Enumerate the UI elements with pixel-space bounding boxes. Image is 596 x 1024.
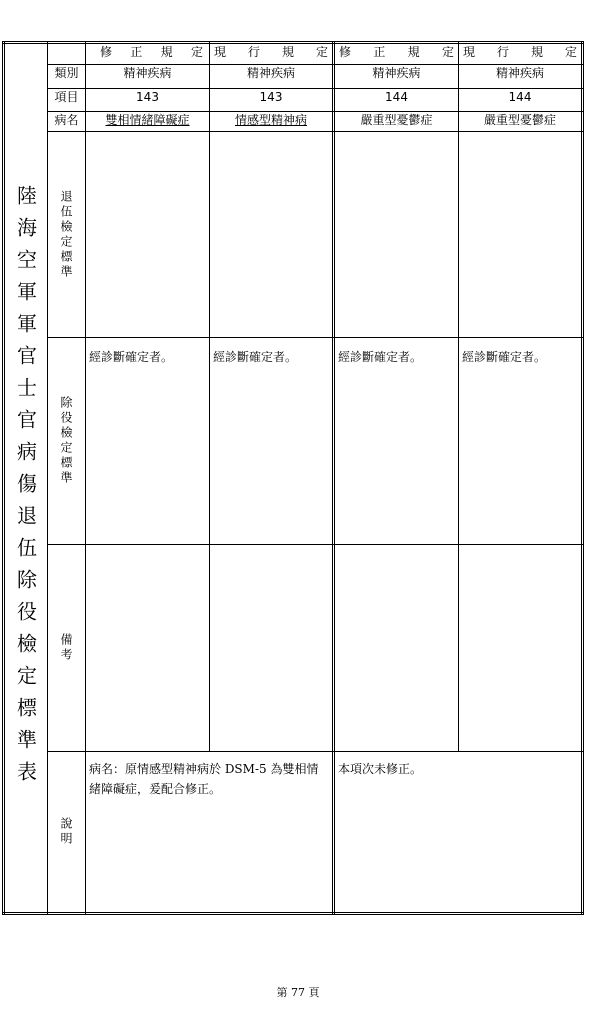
item-number-cell: 143: [259, 90, 283, 104]
column-header-current-1: 現 行 規 定: [214, 45, 328, 59]
disease-name-cell: 情感型精神病: [234, 113, 307, 127]
item-number-cell: 144: [508, 90, 532, 104]
retire-standard-cell: [86, 132, 209, 337]
row-label-remarks: 備考: [59, 633, 73, 663]
discharge-standard-cell: 經診斷確定者。: [338, 350, 423, 364]
row-label-discharge-standard: 除役檢定標準: [59, 396, 73, 486]
remarks-cell: [86, 545, 209, 751]
category-cell: 精神疾病: [246, 66, 295, 80]
page-number: 第 77 頁: [276, 986, 320, 999]
row-label-disease-name: 病名: [54, 113, 79, 127]
column-header-current-2: 現 行 規 定: [463, 45, 577, 59]
row-label-retire-standard: 退伍檢定標準: [59, 189, 73, 280]
table-title: [5, 66, 47, 912]
discharge-standard-cell: 經診斷確定者。: [462, 350, 547, 364]
row-label-item: 項目: [54, 90, 79, 104]
explanation-cell-group-1: 病名：原情感型精神病於 DSM-5 為雙相情緒障礙症，爰配合修正。: [89, 762, 319, 796]
retire-standard-cell: [335, 132, 458, 337]
retire-standard-cell: [210, 132, 332, 337]
discharge-standard-cell: 經診斷確定者。: [89, 350, 174, 364]
retire-standard-cell: [459, 132, 581, 337]
table-title-text: 陸海空軍軍官士官病傷退伍除役檢定標準表: [13, 185, 38, 793]
disease-name-cell: 嚴重型憂鬱症: [483, 113, 556, 127]
category-cell: 精神疾病: [495, 66, 544, 80]
disease-name-cell: 嚴重型憂鬱症: [360, 113, 433, 127]
explanation-cell-group-2: 本項次未修正。: [338, 762, 423, 776]
row-label-explanation: 說明: [59, 817, 73, 847]
disease-name-cell: 雙相情緒障礙症: [105, 113, 190, 127]
column-header-amended-2: 修 正 規 定: [339, 45, 454, 59]
remarks-cell: [335, 545, 458, 751]
item-number-cell: 143: [136, 90, 159, 104]
remarks-cell: [459, 545, 581, 751]
remarks-cell: [210, 545, 332, 751]
row-label-category: 類別: [54, 66, 79, 80]
discharge-standard-cell: 經診斷確定者。: [213, 350, 298, 364]
category-cell: 精神疾病: [123, 66, 172, 80]
item-number-cell: 144: [385, 90, 408, 104]
column-header-amended-1: 修 正 規 定: [100, 45, 203, 59]
category-cell: 精神疾病: [372, 66, 421, 80]
